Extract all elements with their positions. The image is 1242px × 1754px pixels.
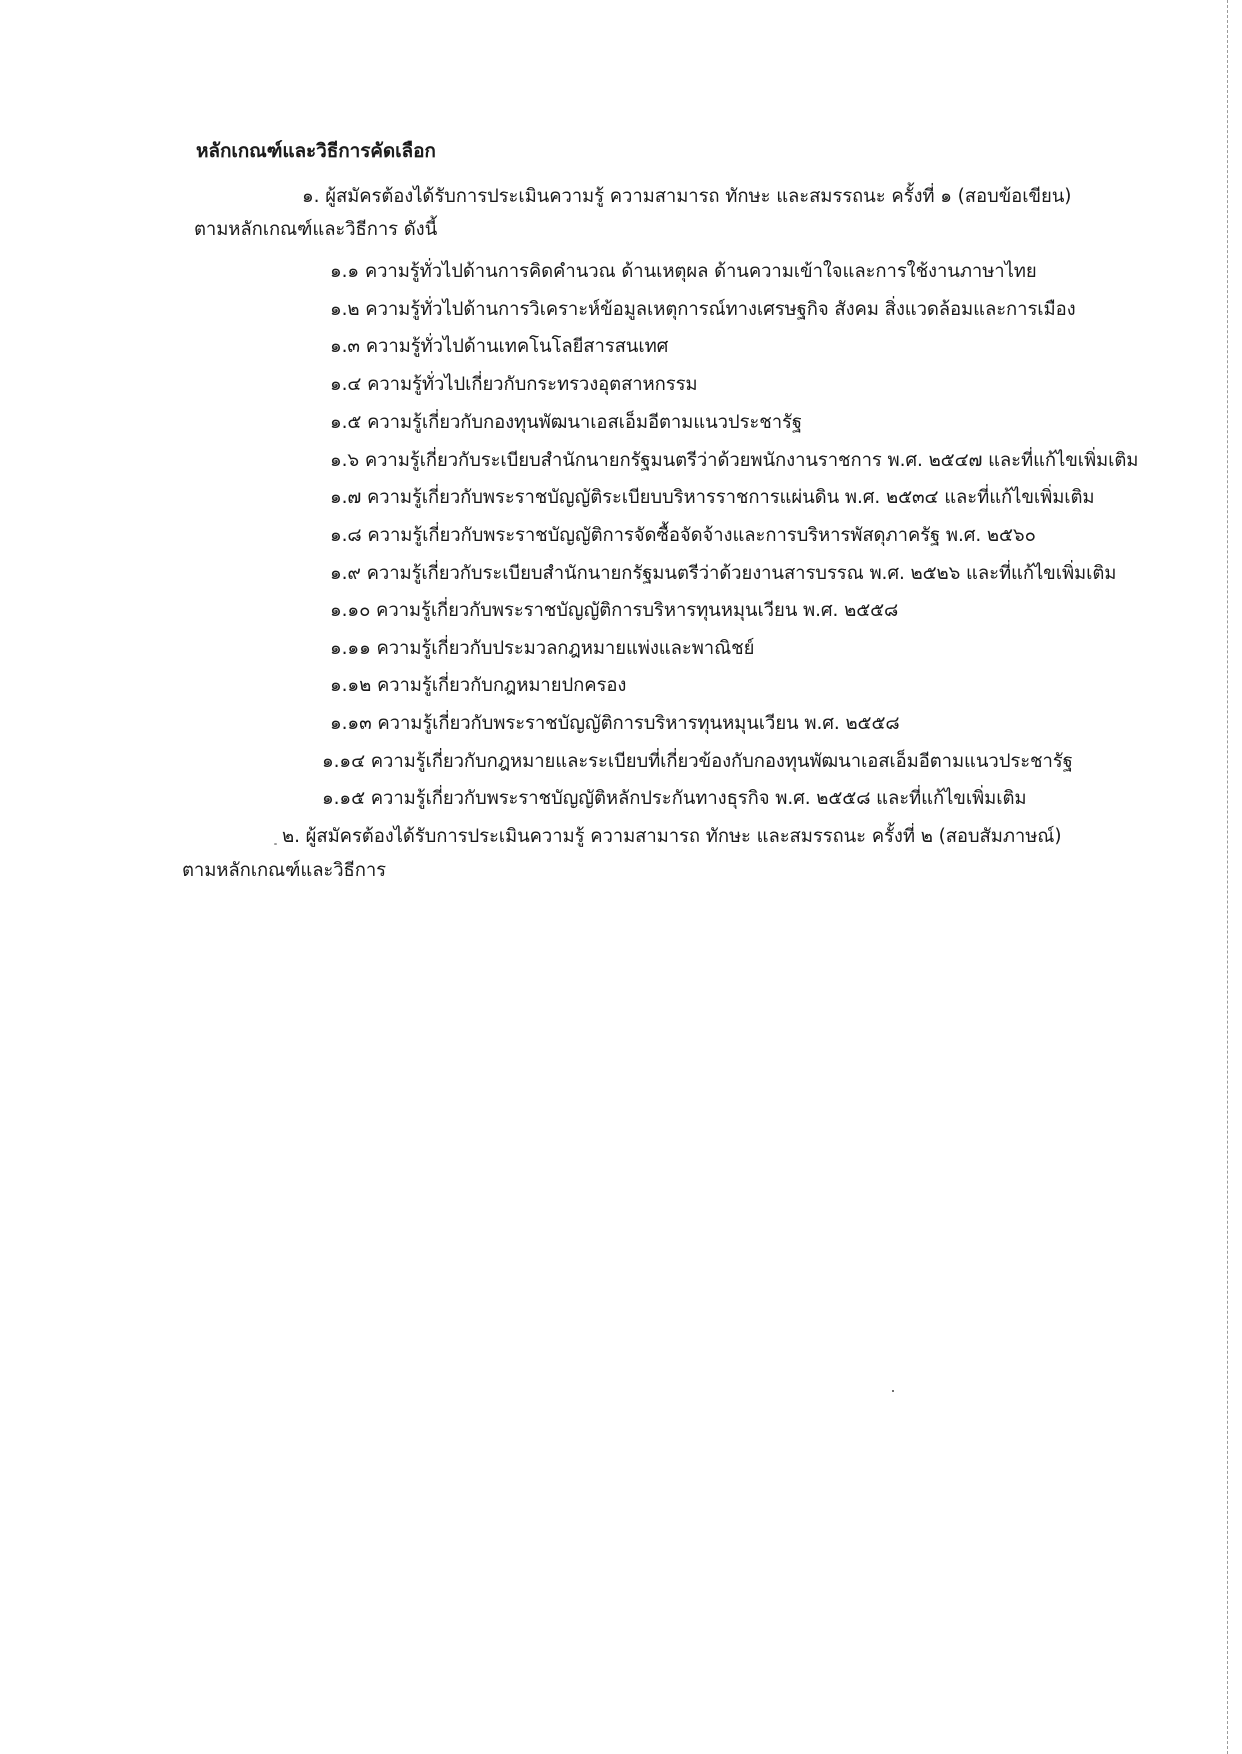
subitem-1-9: ๑.๙ ความรู้เกี่ยวกับระเบียบสำนักนายกรัฐมนตรีว่าด้วยงานสารบรรณ พ.ศ. ๒๕๒๖ และที่แก้ไขเพิ่มเติม	[330, 563, 1117, 584]
scan-speck	[892, 1390, 894, 1392]
section-heading: หลักเกณฑ์และวิธีการคัดเลือก	[196, 140, 436, 162]
subitem-1-15: ๑.๑๕ ความรู้เกี่ยวกับพระราชบัญญัติหลักประกันทางธุรกิจ พ.ศ. ๒๕๕๘ และที่แก้ไขเพิ่มเติม	[322, 788, 1027, 809]
item-1-text: ๑. ผู้สมัครต้องได้รับการประเมินความรู้ ความสามารถ ทักษะ และสมรรถนะ ครั้งที่ ๑ (สอบข้อเขียน)	[302, 186, 1072, 207]
subitem-1-12: ๑.๑๒ ความรู้เกี่ยวกับกฎหมายปกครอง	[330, 675, 627, 696]
subitem-1-8: ๑.๘ ความรู้เกี่ยวกับพระราชบัญญัติการจัดซื้อจัดจ้างและการบริหารพัสดุภาครัฐ พ.ศ. ๒๕๖๐	[330, 525, 1036, 546]
subitem-1-1: ๑.๑ ความรู้ทั่วไปด้านการคิดคำนวณ ด้านเหตุผล ด้านความเข้าใจและการใช้งานภาษาไทย	[330, 261, 1037, 282]
subitem-1-13: ๑.๑๓ ความรู้เกี่ยวกับพระราชบัญญัติการบริหารทุนหมุนเวียน พ.ศ. ๒๕๕๘	[330, 713, 900, 734]
subitem-1-6: ๑.๖ ความรู้เกี่ยวกับระเบียบสำนักนายกรัฐมนตรีว่าด้วยพนักงานราชการ พ.ศ. ๒๕๔๗ และที่แก้ไขเพิ่มเติม	[330, 450, 1139, 471]
subitem-1-11: ๑.๑๑ ความรู้เกี่ยวกับประมวลกฎหมายแพ่งและพาณิชย์	[330, 638, 755, 659]
subitem-1-14: ๑.๑๔ ความรู้เกี่ยวกับกฎหมายและระเบียบที่เกี่ยวข้องกับกองทุนพัฒนาเอสเอ็มอีตามแนวประชารัฐ	[322, 751, 1073, 772]
subitem-1-7: ๑.๗ ความรู้เกี่ยวกับพระราชบัญญัติระเบียบบริหารราชการแผ่นดิน พ.ศ. ๒๕๓๔ และที่แก้ไขเพิ่มเติม	[330, 487, 1095, 508]
subitem-1-3: ๑.๓ ความรู้ทั่วไปด้านเทคโนโลยีสารสนเทศ	[330, 336, 669, 357]
subitem-1-4: ๑.๔ ความรู้ทั่วไปเกี่ยวกับกระทรวงอุตสาหกรรม	[330, 374, 698, 395]
item-2-continuation: ตามหลักเกณฑ์และวิธีการ	[182, 860, 386, 881]
page-edge	[1227, 0, 1228, 1754]
subitem-1-2: ๑.๒ ความรู้ทั่วไปด้านการวิเคราะห์ข้อมูลเหตุการณ์ทางเศรษฐกิจ สังคม สิ่งแวดล้อมและการเมือง	[330, 299, 1076, 320]
item-1-continuation: ตามหลักเกณฑ์และวิธีการ ดังนี้	[194, 219, 438, 240]
subitem-1-10: ๑.๑๐ ความรู้เกี่ยวกับพระราชบัญญัติการบริหารทุนหมุนเวียน พ.ศ. ๒๕๕๘	[330, 600, 899, 621]
subitem-1-5: ๑.๕ ความรู้เกี่ยวกับกองทุนพัฒนาเอสเอ็มอีตามแนวประชารัฐ	[330, 412, 802, 433]
item-2-text: ๒. ผู้สมัครต้องได้รับการประเมินความรู้ ความสามารถ ทักษะ และสมรรถนะ ครั้งที่ ๒ (สอบสัมภาษณ์)	[282, 826, 1062, 847]
scan-speck	[274, 843, 277, 845]
